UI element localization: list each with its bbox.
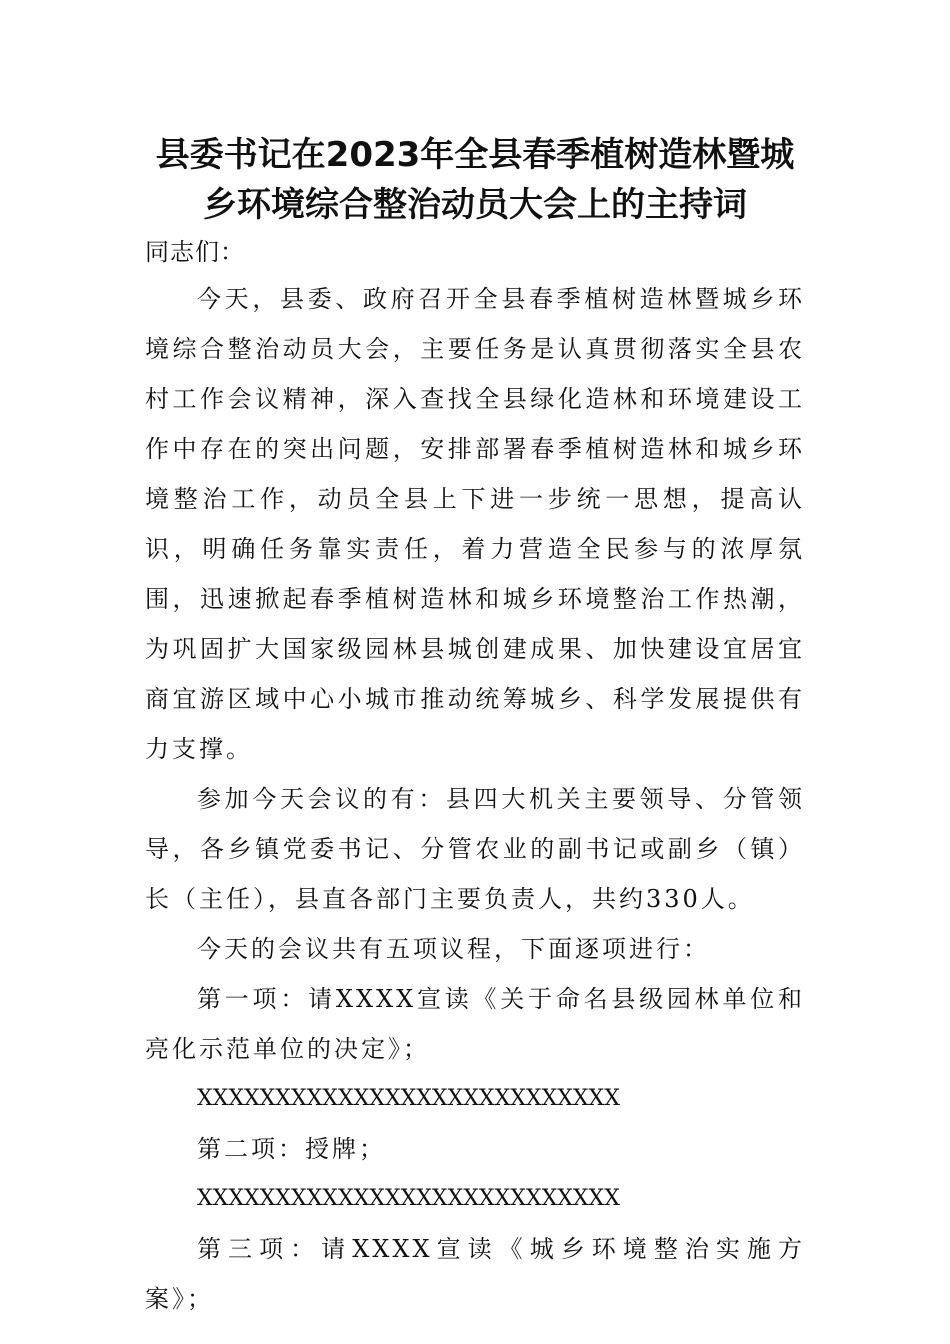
agenda-item-3: 第三项：请XXXX宣读《城乡环境整治实施方案》；	[145, 1235, 805, 1313]
document-title-line-1: 县委书记在2023年全县春季植树造林暨城	[155, 135, 795, 175]
paragraph-attendees: 参加今天会议的有：县四大机关主要领导、分管领导，各乡镇党委书记、分管农业的副书记或副乡（镇）长（主任），县直各部门主要负责人，共约330人。	[145, 785, 805, 913]
salutation: 同志们：	[145, 238, 245, 266]
paragraph-intro: 今天，县委、政府召开全县春季植树造林暨城乡环境综合整治动员大会，主要任务是认真贯彻落实全县农村工作会议精神，深入查找全县绿化造林和环境建设工作中存在的突出问题，安排部署春季植树造林和城乡环境整治工作，动员全县上下进一步统一思想，提高认识，明确任务靠实责任，着力营造全民参与的浓厚氛围，迅速掀起春季植树造林和城乡环境整治工作热潮，为巩固扩大国家级园林县城创建成果、加快建设宜居宜商宜游区域中心小城市推动统筹城乡、科学发展提供有力支撑。	[145, 285, 805, 763]
agenda-item-1: 第一项：请XXXX宣读《关于命名县级园林单位和亮化示范单位的决定》；	[145, 985, 805, 1063]
document-body	[145, 230, 805, 1324]
placeholder-line-1: XXXXXXXXXXXXXXXXXXXXXXXXXXX	[197, 1086, 620, 1111]
paragraph-agenda: 今天的会议共有五项议程，下面逐项进行：	[197, 935, 710, 963]
placeholder-line-2: XXXXXXXXXXXXXXXXXXXXXXXXXXX	[197, 1186, 620, 1211]
agenda-item-2: 第二项：授牌；	[197, 1135, 386, 1163]
document-title-line-2: 乡环境综合整治动员大会上的主持词	[203, 185, 747, 225]
